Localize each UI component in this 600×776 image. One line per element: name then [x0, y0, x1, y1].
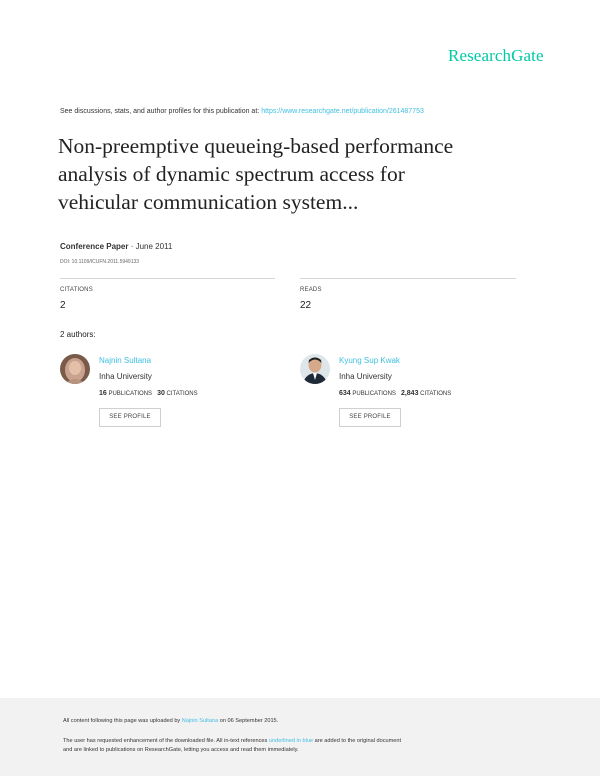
upload-note [63, 717, 533, 726]
reads-divider [300, 278, 516, 279]
author-card [60, 352, 280, 432]
author-publications-count: 16 [99, 390, 107, 397]
author-photo-icon [300, 354, 330, 384]
enhancement-suffix: are added to the original document [314, 738, 402, 744]
title-line-2: analysis of dynamic spectrum access for [58, 162, 405, 186]
author-citations-label: CITATIONS [166, 391, 198, 397]
underlined-link-note[interactable]: underlined in blue [268, 738, 314, 744]
author-publications-count: 634 [339, 390, 351, 397]
upload-suffix: on 06 September 2015. [219, 718, 279, 724]
author-card [300, 352, 520, 432]
author-publications-label: PUBLICATIONS [108, 391, 153, 397]
author-stats [99, 390, 198, 397]
publication-title [58, 132, 538, 216]
title-line-3: vehicular communication system... [58, 190, 359, 214]
author-citations-count: 30 [157, 390, 165, 397]
uploader-link[interactable]: Najnin Sultana [181, 718, 219, 724]
publication-separator: · [128, 242, 136, 251]
enhancement-prefix: The user has requested enhancement of the downloaded file. All in-text references [63, 738, 268, 744]
reads-label: READS [300, 287, 322, 293]
title-line-1: Non-preemptive queueing-based performance [58, 134, 454, 158]
see-profile-button[interactable]: SEE PROFILE [339, 408, 401, 427]
publication-date: June 2011 [135, 242, 173, 251]
footer [0, 698, 600, 776]
publication-doi: DOI: 10.1109/ICUFN.2011.5949133 [60, 259, 140, 265]
citations-value: 2 [60, 300, 66, 311]
author-institution: Inha University [339, 372, 392, 381]
author-publications-label: PUBLICATIONS [352, 391, 396, 397]
researchgate-logo[interactable]: ResearchGate [448, 46, 544, 65]
publication-type-line [60, 242, 172, 251]
avatar[interactable] [60, 354, 90, 384]
publication-url-link[interactable]: https://www.researchgate.net/publication/261487753 [261, 108, 424, 115]
author-name-link[interactable]: Kyung Sup Kwak [339, 356, 400, 365]
enhancement-line-2: and are linked to publications on ResearchGate, letting you access and read them immediately. [63, 747, 299, 753]
author-institution: Inha University [99, 372, 152, 381]
author-stats [339, 390, 451, 397]
author-photo-icon [60, 354, 90, 384]
author-citations-label: CITATIONS [420, 391, 452, 397]
upload-prefix: All content following this page was uploaded by [63, 718, 181, 724]
citations-label: CITATIONS [60, 287, 93, 293]
publication-type: Conference Paper [60, 242, 129, 251]
reads-value: 22 [300, 300, 312, 311]
author-citations-count: 2,843 [400, 390, 419, 397]
citations-divider [60, 278, 275, 279]
discussion-line [60, 108, 560, 115]
avatar[interactable] [300, 354, 330, 384]
see-profile-button[interactable]: SEE PROFILE [99, 408, 161, 427]
author-name-link[interactable]: Najnin Sultana [99, 356, 152, 365]
enhancement-note [63, 737, 533, 755]
authors-label: 2 authors: [60, 330, 96, 339]
discussion-prefix: See discussions, stats, and author profiles for this publication at: [60, 108, 260, 115]
